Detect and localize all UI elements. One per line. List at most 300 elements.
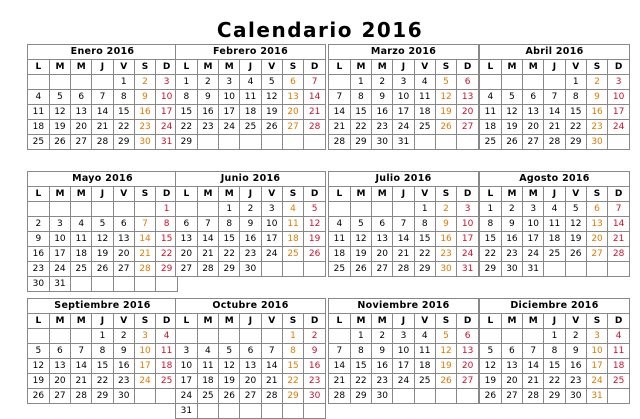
empty-day-cell [176, 202, 197, 217]
week-row [176, 75, 325, 90]
week-row [480, 90, 629, 105]
month-title: Abril 2016 [480, 45, 629, 60]
day-cell: 14 [92, 105, 113, 120]
day-cell: 7 [608, 202, 629, 217]
day-cell: 12 [501, 105, 522, 120]
day-cell: 5 [261, 75, 282, 90]
month-days-table [28, 60, 177, 149]
day-cell: 18 [71, 247, 92, 262]
week-row [176, 359, 325, 374]
day-cell: 26 [565, 247, 586, 262]
month-title: Julio 2016 [329, 172, 478, 187]
day-cell: 9 [586, 90, 607, 105]
weekday-label: V [565, 60, 586, 75]
empty-day-cell [28, 329, 49, 344]
weekday-label: L [329, 187, 350, 202]
day-cell: 6 [71, 90, 92, 105]
day-cell: 21 [329, 120, 350, 135]
weekday-label: M [49, 187, 70, 202]
day-cell: 20 [523, 120, 544, 135]
weekday-label: M [501, 187, 522, 202]
weekday-header-row [329, 187, 478, 202]
day-cell: 16 [134, 105, 155, 120]
week-row [176, 202, 325, 217]
week-row [176, 232, 325, 247]
day-cell: 20 [457, 105, 478, 120]
day-cell: 5 [501, 90, 522, 105]
day-cell: 9 [28, 232, 49, 247]
day-cell: 7 [197, 217, 218, 232]
weekday-label: S [435, 60, 456, 75]
day-cell: 30 [501, 262, 522, 277]
day-cell: 27 [113, 262, 134, 277]
week-row [176, 329, 325, 344]
day-cell: 28 [71, 389, 92, 404]
month-block [27, 171, 178, 292]
empty-day-cell [156, 277, 177, 292]
day-cell: 3 [586, 329, 607, 344]
day-cell: 6 [523, 90, 544, 105]
day-cell: 21 [523, 374, 544, 389]
day-cell: 25 [608, 374, 629, 389]
weekday-header-row [329, 314, 478, 329]
day-cell: 2 [240, 202, 261, 217]
day-cell: 1 [565, 75, 586, 90]
weekday-header-row [176, 187, 325, 202]
day-cell: 20 [282, 105, 303, 120]
day-cell: 6 [457, 329, 478, 344]
day-cell: 14 [544, 105, 565, 120]
day-cell: 16 [28, 247, 49, 262]
empty-day-cell [197, 135, 218, 150]
weekday-label: L [28, 314, 49, 329]
week-row [176, 389, 325, 404]
day-cell: 19 [435, 105, 456, 120]
month-block [175, 298, 326, 419]
day-cell: 9 [372, 344, 393, 359]
day-cell: 2 [565, 329, 586, 344]
week-row [176, 135, 325, 150]
day-cell: 23 [113, 374, 134, 389]
week-row [480, 120, 629, 135]
day-cell: 24 [393, 374, 414, 389]
month-title: Diciembre 2016 [480, 299, 629, 314]
day-cell: 8 [156, 217, 177, 232]
day-cell: 4 [197, 344, 218, 359]
day-cell: 21 [134, 247, 155, 262]
day-cell: 4 [480, 90, 501, 105]
weekday-label: L [28, 60, 49, 75]
empty-day-cell [219, 404, 240, 419]
day-cell: 23 [586, 120, 607, 135]
day-cell: 9 [134, 90, 155, 105]
week-row [176, 90, 325, 105]
weekday-header-row [28, 60, 177, 75]
day-cell: 28 [393, 262, 414, 277]
day-cell: 29 [565, 135, 586, 150]
weekday-header-row [28, 187, 177, 202]
weekday-label: D [608, 187, 629, 202]
day-cell: 5 [435, 329, 456, 344]
weekday-label: D [457, 187, 478, 202]
day-cell: 27 [49, 389, 70, 404]
month-title: Septiembre 2016 [28, 299, 177, 314]
weekday-label: J [92, 187, 113, 202]
day-cell: 4 [156, 329, 177, 344]
day-cell: 18 [414, 105, 435, 120]
day-cell: 22 [350, 120, 371, 135]
day-cell: 21 [329, 374, 350, 389]
month-days-table [329, 187, 478, 276]
day-cell: 10 [49, 232, 70, 247]
month-title: Mayo 2016 [28, 172, 177, 187]
week-row [176, 344, 325, 359]
day-cell: 26 [49, 135, 70, 150]
day-cell: 12 [261, 90, 282, 105]
weekday-header-row [28, 314, 177, 329]
day-cell: 24 [457, 247, 478, 262]
day-cell: 26 [92, 262, 113, 277]
empty-day-cell [393, 202, 414, 217]
weekday-header-row [176, 314, 325, 329]
day-cell: 15 [350, 359, 371, 374]
month-title: Agosto 2016 [480, 172, 629, 187]
day-cell: 17 [586, 359, 607, 374]
week-row [329, 374, 478, 389]
day-cell: 24 [156, 120, 177, 135]
week-row [28, 202, 177, 217]
day-cell: 10 [393, 344, 414, 359]
day-cell: 26 [261, 120, 282, 135]
weekday-label: V [261, 187, 282, 202]
weekday-label: L [28, 187, 49, 202]
day-cell: 23 [565, 374, 586, 389]
day-cell: 7 [329, 344, 350, 359]
day-cell: 17 [134, 359, 155, 374]
weekday-label: D [156, 314, 177, 329]
day-cell: 11 [480, 105, 501, 120]
week-row [176, 217, 325, 232]
day-cell: 31 [523, 262, 544, 277]
day-cell: 15 [219, 232, 240, 247]
day-cell: 17 [523, 232, 544, 247]
empty-day-cell [240, 329, 261, 344]
day-cell: 22 [156, 247, 177, 262]
day-cell: 23 [372, 374, 393, 389]
week-row [176, 120, 325, 135]
day-cell: 19 [565, 232, 586, 247]
month-days-table [28, 187, 177, 291]
day-cell: 21 [261, 374, 282, 389]
day-cell: 19 [501, 120, 522, 135]
day-cell: 12 [435, 90, 456, 105]
day-cell: 11 [282, 217, 303, 232]
month-days-table [480, 60, 629, 149]
empty-day-cell [544, 262, 565, 277]
day-cell: 18 [608, 359, 629, 374]
weekday-label: L [329, 314, 350, 329]
day-cell: 15 [544, 359, 565, 374]
empty-day-cell [240, 135, 261, 150]
weekday-label: M [49, 314, 70, 329]
day-cell: 16 [304, 359, 325, 374]
day-cell: 24 [586, 374, 607, 389]
day-cell: 21 [71, 374, 92, 389]
month-title: Junio 2016 [176, 172, 325, 187]
day-cell: 25 [544, 247, 565, 262]
day-cell: 19 [219, 374, 240, 389]
weekday-label: M [350, 314, 371, 329]
day-cell: 20 [457, 359, 478, 374]
weekday-label: L [329, 60, 350, 75]
empty-day-cell [457, 389, 478, 404]
day-cell: 15 [92, 359, 113, 374]
day-cell: 7 [71, 344, 92, 359]
day-cell: 11 [71, 232, 92, 247]
day-cell: 3 [134, 329, 155, 344]
weekday-label: V [565, 187, 586, 202]
day-cell: 20 [586, 232, 607, 247]
week-row [329, 217, 478, 232]
day-cell: 13 [240, 359, 261, 374]
weekday-label: J [544, 60, 565, 75]
weekday-label: S [134, 60, 155, 75]
day-cell: 3 [393, 329, 414, 344]
day-cell: 17 [457, 232, 478, 247]
empty-day-cell [304, 404, 325, 419]
empty-day-cell [480, 75, 501, 90]
day-cell: 4 [282, 202, 303, 217]
weekday-label: M [350, 187, 371, 202]
day-cell: 8 [565, 90, 586, 105]
weekday-label: J [544, 187, 565, 202]
week-row [329, 105, 478, 120]
day-cell: 10 [176, 359, 197, 374]
day-cell: 28 [544, 135, 565, 150]
day-cell: 27 [176, 262, 197, 277]
empty-day-cell [219, 329, 240, 344]
empty-day-cell [304, 262, 325, 277]
weekday-label: M [71, 187, 92, 202]
weekday-label: D [608, 314, 629, 329]
day-cell: 4 [544, 202, 565, 217]
day-cell: 14 [329, 105, 350, 120]
day-cell: 11 [197, 359, 218, 374]
day-cell: 15 [156, 232, 177, 247]
day-cell: 29 [219, 262, 240, 277]
day-cell: 27 [282, 120, 303, 135]
day-cell: 27 [240, 389, 261, 404]
day-cell: 6 [240, 344, 261, 359]
day-cell: 8 [282, 344, 303, 359]
week-row [329, 389, 478, 404]
day-cell: 11 [544, 217, 565, 232]
day-cell: 22 [219, 247, 240, 262]
week-row [28, 247, 177, 262]
weekday-label: D [156, 187, 177, 202]
day-cell: 2 [28, 217, 49, 232]
day-cell: 28 [523, 389, 544, 404]
day-cell: 5 [565, 202, 586, 217]
empty-day-cell [523, 75, 544, 90]
weekday-label: D [608, 60, 629, 75]
day-cell: 18 [156, 359, 177, 374]
month-block [479, 298, 630, 404]
day-cell: 30 [134, 135, 155, 150]
weekday-label: S [435, 187, 456, 202]
day-cell: 23 [240, 247, 261, 262]
day-cell: 26 [28, 389, 49, 404]
day-cell: 2 [134, 75, 155, 90]
day-cell: 2 [372, 75, 393, 90]
month-days-table [176, 187, 325, 276]
week-row [28, 374, 177, 389]
day-cell: 30 [113, 389, 134, 404]
empty-day-cell [414, 135, 435, 150]
day-cell: 29 [113, 135, 134, 150]
weekday-label: M [523, 60, 544, 75]
day-cell: 9 [565, 344, 586, 359]
month-block [175, 171, 326, 277]
day-cell: 12 [350, 232, 371, 247]
weekday-label: V [113, 187, 134, 202]
day-cell: 4 [28, 90, 49, 105]
day-cell: 22 [350, 374, 371, 389]
day-cell: 1 [219, 202, 240, 217]
day-cell: 26 [304, 247, 325, 262]
empty-day-cell [261, 262, 282, 277]
day-cell: 27 [457, 374, 478, 389]
empty-day-cell [71, 329, 92, 344]
week-row [28, 344, 177, 359]
day-cell: 28 [608, 247, 629, 262]
day-cell: 31 [457, 262, 478, 277]
day-cell: 20 [240, 374, 261, 389]
day-cell: 17 [261, 232, 282, 247]
day-cell: 14 [523, 359, 544, 374]
weekday-label: V [414, 187, 435, 202]
day-cell: 24 [261, 247, 282, 262]
day-cell: 21 [544, 120, 565, 135]
day-cell: 27 [71, 135, 92, 150]
day-cell: 10 [457, 217, 478, 232]
empty-day-cell [134, 202, 155, 217]
day-cell: 16 [372, 105, 393, 120]
day-cell: 4 [71, 217, 92, 232]
day-cell: 1 [544, 329, 565, 344]
week-row [28, 262, 177, 277]
day-cell: 9 [197, 90, 218, 105]
weekday-label: M [71, 314, 92, 329]
weekday-label: S [282, 187, 303, 202]
day-cell: 25 [197, 389, 218, 404]
day-cell: 31 [586, 389, 607, 404]
week-row [176, 247, 325, 262]
day-cell: 30 [586, 135, 607, 150]
day-cell: 22 [92, 374, 113, 389]
day-cell: 3 [156, 75, 177, 90]
month-block [328, 298, 479, 404]
month-days-table [176, 60, 325, 149]
day-cell: 5 [219, 344, 240, 359]
day-cell: 9 [304, 344, 325, 359]
day-cell: 24 [176, 389, 197, 404]
empty-day-cell [92, 202, 113, 217]
day-cell: 21 [197, 247, 218, 262]
day-cell: 20 [501, 374, 522, 389]
day-cell: 21 [92, 120, 113, 135]
day-cell: 18 [197, 374, 218, 389]
day-cell: 18 [240, 105, 261, 120]
day-cell: 15 [480, 232, 501, 247]
day-cell: 3 [261, 202, 282, 217]
empty-day-cell [480, 329, 501, 344]
day-cell: 2 [586, 75, 607, 90]
day-cell: 8 [350, 90, 371, 105]
weekday-label: D [457, 314, 478, 329]
day-cell: 13 [457, 90, 478, 105]
weekday-label: D [304, 187, 325, 202]
weekday-label: V [261, 314, 282, 329]
day-cell: 13 [176, 232, 197, 247]
day-cell: 19 [49, 120, 70, 135]
empty-day-cell [350, 202, 371, 217]
week-row [176, 262, 325, 277]
day-cell: 14 [197, 232, 218, 247]
weekday-header-row [480, 314, 629, 329]
day-cell: 16 [197, 105, 218, 120]
day-cell: 23 [435, 247, 456, 262]
month-days-table [480, 314, 629, 403]
day-cell: 7 [134, 217, 155, 232]
empty-day-cell [329, 75, 350, 90]
day-cell: 20 [113, 247, 134, 262]
day-cell: 8 [92, 344, 113, 359]
page-title: Calendario 2016 [216, 18, 424, 42]
day-cell: 18 [329, 247, 350, 262]
day-cell: 25 [71, 262, 92, 277]
day-cell: 5 [435, 75, 456, 90]
empty-day-cell [501, 329, 522, 344]
day-cell: 28 [261, 389, 282, 404]
day-cell: 14 [261, 359, 282, 374]
day-cell: 1 [350, 329, 371, 344]
day-cell: 5 [304, 202, 325, 217]
day-cell: 13 [501, 359, 522, 374]
empty-day-cell [92, 277, 113, 292]
month-block [27, 44, 178, 150]
day-cell: 10 [608, 90, 629, 105]
day-cell: 16 [586, 105, 607, 120]
day-cell: 3 [49, 217, 70, 232]
day-cell: 28 [329, 135, 350, 150]
weekday-header-row [329, 60, 478, 75]
empty-day-cell [156, 389, 177, 404]
weekday-label: D [457, 60, 478, 75]
day-cell: 11 [28, 105, 49, 120]
day-cell: 1 [156, 202, 177, 217]
week-row [480, 344, 629, 359]
month-block [328, 44, 479, 150]
day-cell: 17 [393, 359, 414, 374]
week-row [480, 135, 629, 150]
weekday-label: L [176, 187, 197, 202]
day-cell: 9 [501, 217, 522, 232]
day-cell: 4 [329, 217, 350, 232]
day-cell: 29 [414, 262, 435, 277]
week-row [480, 374, 629, 389]
weekday-header-row [480, 60, 629, 75]
